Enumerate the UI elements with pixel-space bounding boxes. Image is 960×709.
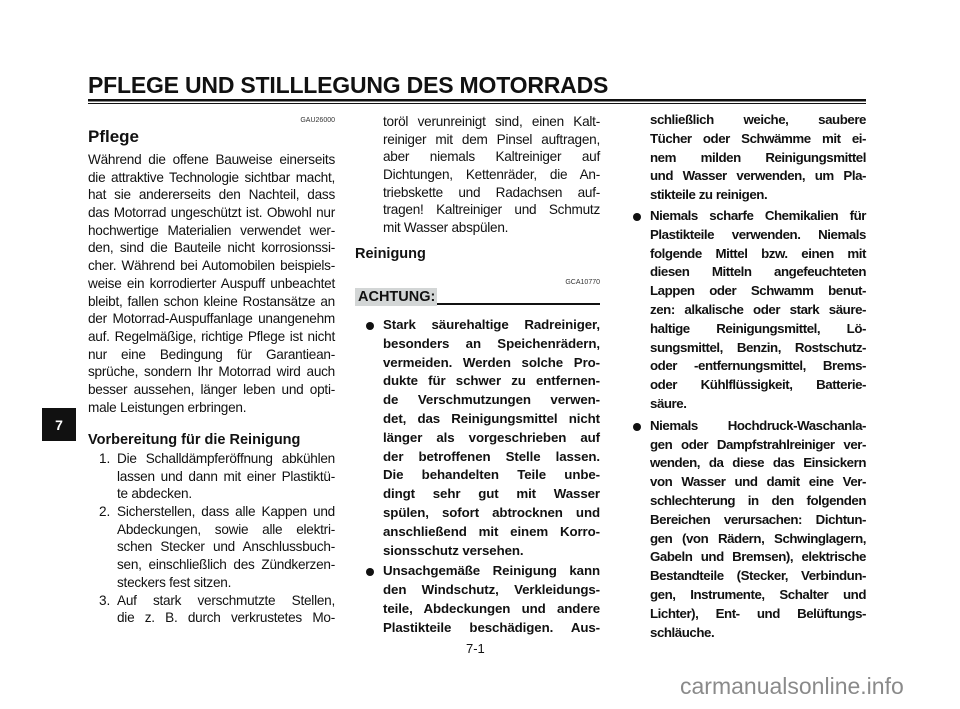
text-line: das Motorrad ungeschützt ist. Obwohl nur — [88, 205, 335, 221]
list-item — [88, 592, 335, 627]
text-line: Unsachgemäße Reinigung kann — [383, 563, 600, 579]
text-line: steckers fest sitzen. — [117, 574, 232, 590]
text-line: gen (von Rädern, Schwinglagern, — [650, 530, 866, 546]
text-line: den Windschutz, Verkleidungs- — [383, 582, 600, 598]
text-line: Bestandteile (Stecker, Verbindun- — [650, 568, 866, 584]
page-title: PFLEGE UND STILLLEGUNG DES MOTORRADS — [88, 72, 609, 98]
step-3-continuation — [383, 113, 600, 237]
text-line: den, sind die Bauteile nicht korrosionssi- — [88, 240, 335, 256]
section-heading-pflege: Pflege — [88, 127, 140, 146]
text-line: nem milden Reinigungsmittel — [650, 149, 866, 165]
text-line: lassen und dann mit einer Plastiktü- — [117, 468, 335, 484]
text-line: sungsmittel, Benzin, Rostschutz- — [650, 339, 866, 355]
bullet-icon — [366, 568, 374, 576]
subheading-vorbereitung: Vorbereitung für die Reinigung — [88, 432, 301, 448]
notice-code: GCA10770 — [565, 279, 600, 286]
text-line: dingt sehr gut mit Wasser — [383, 486, 600, 502]
intro-paragraph — [88, 151, 335, 416]
text-line: der betroffenen Stelle lassen. — [383, 448, 600, 464]
notice-rule — [437, 303, 600, 305]
text-line: besonders an Speichenrädern, — [383, 335, 600, 351]
text-line: wenden, da diese das Einsickern — [650, 455, 866, 471]
subheading-reinigung: Reinigung — [355, 246, 426, 262]
page-number: 7-1 — [466, 641, 485, 656]
text-line: weise ein korrodierter Auspuff unbeachtet — [88, 275, 335, 291]
notice-bullets-continued — [650, 207, 866, 642]
text-line: zen: alkalische oder stark säure- — [650, 301, 866, 317]
text-line: anschließend mit einem Korro- — [383, 523, 600, 539]
text-line: die z. B. durch verkrustetes Mo- — [117, 610, 335, 626]
bullet-item — [650, 207, 866, 414]
text-line: male Leistungen erbringen. — [88, 399, 247, 415]
title-rule-thin — [88, 103, 866, 104]
text-line: diesen Mitteln angefeuchteten — [650, 264, 866, 280]
text-line: stikteile zu reinigen. — [650, 187, 768, 203]
watermark: carmanualsonline.info — [680, 673, 904, 699]
section-code: GAU26000 — [300, 117, 335, 124]
list-number: 3. — [99, 592, 111, 608]
text-line: bleibt, fallen schon kleine Rostansätze an — [88, 293, 335, 309]
bullet-item — [383, 316, 600, 560]
text-line: cher. Während bei Automobilen beispiels- — [88, 258, 335, 274]
text-line: Niemals scharfe Chemikalien für — [650, 208, 866, 223]
text-line: triebskette und Radachsen auf- — [383, 184, 600, 200]
text-line: gen, Instrumente, Schalter und — [650, 586, 866, 602]
text-line: der Motorrad-Auspuffanlage unangenehm — [88, 311, 335, 327]
text-line: Lappen oder Schwamm benut- — [650, 283, 866, 299]
bullet-item — [383, 562, 600, 637]
text-line: säure. — [650, 395, 687, 411]
text-line: aber niemals Kaltreiniger auf — [383, 149, 600, 165]
bullet-item — [650, 417, 866, 643]
text-line: die attraktive Technologie sichtbar macht, — [88, 169, 335, 185]
text-line: schlechterung in den folgenden — [650, 492, 866, 508]
title-rule — [88, 99, 866, 102]
text-line: und Wasser verwenden, um Pla- — [650, 168, 866, 184]
bullet-icon — [366, 322, 374, 330]
text-line: spülen, sofort abtrocknen und — [383, 504, 600, 520]
text-line: besser aussehen, länger leben und opti- — [88, 381, 335, 397]
text-line: Bereichen verursachen: Dichtun- — [650, 511, 866, 527]
text-line: Die behandelten Teile unbe- — [383, 467, 600, 483]
text-line: Dichtungen, Kettenräder, die An- — [383, 167, 600, 183]
notice-label: ACHTUNG: — [355, 288, 437, 306]
text-line: Lichter), Ent- und Belüftungs- — [650, 605, 866, 621]
chapter-tab[interactable]: 7 — [42, 408, 76, 441]
text-line: Gabeln und Bremsen), elektrische — [650, 549, 866, 565]
bullet-continuation — [650, 111, 866, 205]
text-line: reiniger mit dem Pinsel auftragen, — [383, 131, 600, 147]
text-line: teile, Abdeckungen und andere — [383, 600, 600, 616]
text-line: te abdecken. — [117, 486, 192, 502]
text-line: toröl verunreinigt sind, einen Kalt- — [383, 114, 600, 129]
text-line: Plastikteile beschädigen. Aus- — [383, 619, 600, 635]
text-line: sprüche, sondern Ihr Motorrad wird auch — [88, 364, 335, 380]
text-line: oder Kühlflüssigkeit, Batterie- — [650, 377, 866, 393]
text-line: hochwertige Materialien verwendet wer- — [88, 222, 335, 238]
text-line: schläuche. — [650, 624, 715, 640]
text-line: folgende Mittel bzw. einen mit — [650, 245, 866, 261]
text-line: Die Schalldämpferöffnung abkühlen — [117, 451, 335, 466]
text-line: sionsschutz versehen. — [383, 542, 524, 558]
text-line: dukte für schwer zu entfernen- — [383, 373, 600, 389]
text-line: Auf stark verschmutzte Stellen, — [117, 592, 335, 608]
list-item — [88, 503, 335, 591]
text-line: Während die offene Bauweise einerseits — [88, 152, 335, 167]
list-number: 1. — [99, 451, 111, 466]
text-line: Plastikteile verwenden. Niemals — [650, 226, 866, 242]
text-line: hat sie andererseits den Nachteil, dass — [88, 187, 335, 203]
text-line: schen Stecker und Anschlussbuch- — [117, 539, 335, 555]
text-line: nur eine Bedingung für Garantiean- — [88, 346, 335, 362]
text-line: de Verschmutzungen verwen- — [383, 392, 600, 408]
list-item — [88, 450, 335, 503]
text-line: Abdeckungen, sowie alle elektri- — [117, 521, 335, 537]
text-line: tragen! Kaltreiniger und Schmutz — [383, 202, 600, 218]
text-line: oder -entfernungsmittel, Brems- — [650, 358, 866, 374]
list-number: 2. — [99, 504, 111, 520]
text-line: Stark säurehaltige Radreiniger, — [383, 317, 600, 332]
text-line: sen, einschließlich des Zündkerzen- — [117, 557, 335, 573]
text-line: gen oder Dampfstrahlreiniger ver- — [650, 436, 866, 452]
text-line: mit Wasser abspülen. — [383, 220, 509, 236]
text-line: Niemals Hochdruck-Waschanla- — [650, 417, 866, 433]
bullet-icon — [633, 423, 641, 431]
text-line: von Wasser und damit eine Ver- — [650, 474, 866, 490]
bullet-icon — [633, 213, 641, 221]
text-line: auf. Regelmäßige, richtige Pflege ist nicht — [88, 328, 335, 344]
text-line: vermeiden. Werden solche Pro- — [383, 354, 600, 370]
text-line: Tücher oder Schwämme mit ei- — [650, 130, 866, 146]
text-line: länger als vorgeschrieben auf — [383, 429, 600, 445]
preparation-steps — [88, 450, 335, 627]
text-line: schließlich weiche, saubere — [650, 112, 866, 127]
text-line: haltige Reinigungsmittel, Lö- — [650, 320, 866, 336]
text-line: det, das Reinigungsmittel nicht — [383, 410, 600, 426]
notice-bullets — [383, 316, 600, 638]
text-line: Sicherstellen, dass alle Kappen und — [117, 504, 335, 520]
